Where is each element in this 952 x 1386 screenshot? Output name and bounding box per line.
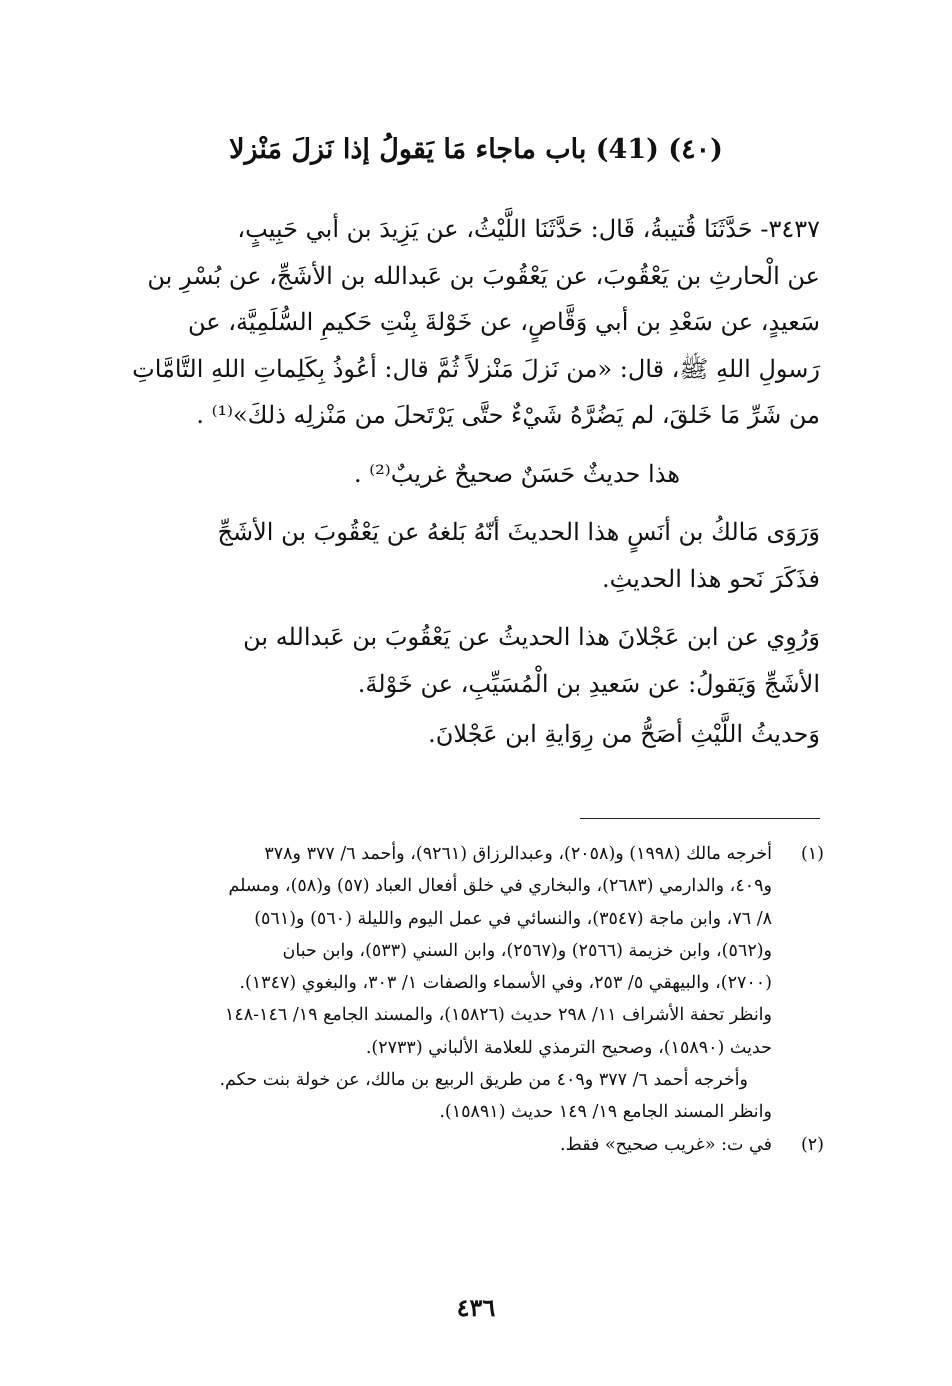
- footnote-line: و٤٠٩، والدارمي (٢٦٨٣)، والبخاري في خلق أفعال العباد (٥٧) و(٥٨)، ومسلم: [228, 876, 772, 897]
- footnotes: [104, 838, 824, 1161]
- footnote-2: [104, 1129, 824, 1161]
- footnote-line: (٢٧٠٠)، والبيهقي ٥/ ٢٥٣، وفي الأسماء والصفات ١/ ٣٠٣، والبغوي (١٣٤٧).: [239, 973, 772, 994]
- narration-line: الأشَجِّ وَيَقولُ: عن سَعيدِ بن الْمُسَيِّبِ، عن خَوْلةَ.: [357, 669, 820, 698]
- narration-line: وَحديثُ اللَّيْثِ أصَحُّ من رِوَايةِ ابن عَجْلانَ.: [428, 720, 820, 748]
- footnote-line: حديث (١٥٨٩٠)، وصحيح الترمذي للعلامة الألباني (٢٧٣٣).: [365, 1037, 772, 1058]
- footnote-line: و(٥٦٢)، وابن خزيمة (٢٥٦٦) و(٢٥٦٧)، وابن السني (٥٣٣)، وابن حبان: [282, 940, 772, 961]
- footnote-line: ٨/ ٧٦، وابن ماجة (٣٥٤٧)، والنسائي في عمل اليوم والليلة (٥٦٠) و(٥٦١): [254, 908, 772, 929]
- footnote-line: وانظر المسند الجامع ١٩/ ١٤٩ حديث (١٥٨٩١).: [439, 1102, 772, 1123]
- narration-line: وَرَوَى مَالكُ بن أنَسٍ هذا الحديثَ أنّهُ بَلغهُ عن يَعْقُوبَ بن الأشَجِّ: [217, 518, 820, 546]
- footnote-separator: [580, 818, 820, 819]
- footnote-line: أخرجه مالك (١٩٩٨) و(٢٠٥٨)، وعبدالرزاق (٩٢٦١)، وأحمد ٦/ ٣٧٧ و٣٧٨: [264, 844, 772, 864]
- narration-line: وَرُوِي عن ابن عَجْلانَ هذا الحديثُ عن يَعْقُوبَ بن عَبدالله بن: [243, 623, 820, 651]
- hadith-line: عن الْحارثِ بن يَعْقُوبَ، عن يَعْقُوبَ بن عَبدالله بن الأشَجِّ، عن بُسْرِ بن: [147, 261, 820, 290]
- page-number: ٤٣٦: [456, 1293, 496, 1322]
- hadith-line: ٣٤٣٧- حَدَّثَنَا قُتيبةُ، قَال: حَدَّثَنَا اللَّيْثُ، عن يَزِيدَ بن أبي حَبِيبٍ،: [237, 215, 820, 243]
- hadith-line: من شَرِّ مَا خَلقَ، لم يَضُرَّهُ شَيْءٌ حتَّى يَرْتَحلَ من مَنْزلِه ذلكَ»⁽¹⁾ .: [196, 401, 820, 429]
- hadith-line: رَسولِ اللهِ ﷺ، قال: «من نَزلَ مَنْزلاً ثُمَّ قال: أعُوذُ بِكَلِماتِ اللهِ التَّامَّاتِ: [132, 354, 820, 383]
- footnote-number: (١): [800, 844, 824, 864]
- hadith-grading: هذا حديثٌ حَسَنٌ صحيحٌ غريبٌ⁽²⁾ .: [354, 459, 680, 488]
- footnote-line: وانظر تحفة الأشراف ١١/ ٢٩٨ حديث (١٥٨٢٦)، والمسند الجامع ١٩/ ١٤٦-١٤٨: [224, 1005, 772, 1026]
- footnote-line: وأخرجه أحمد ٦/ ٣٧٧ و٤٠٩ من طريق الربيع بن مالك، عن خولة بنت حكم.: [219, 1070, 748, 1091]
- footnote-line: في ت: «غريب صحيح» فقط.: [560, 1134, 772, 1155]
- footnote-1: [104, 838, 824, 1129]
- footnote-number: (٢): [800, 1134, 824, 1155]
- chapter-title: (٤٠) (41) باب ماجاء مَا يَقولُ إذا نَزلَ مَنْزلا: [229, 134, 723, 165]
- hadith-body: [104, 206, 820, 758]
- narration-line: فذَكَرَ نَحو هذا الحديثِ.: [601, 564, 820, 593]
- hadith-line: سَعيدٍ، عن سَعْدِ بن أبي وَقَّاصٍ، عن خَوْلةَ بِنْتِ حَكيمِ السُّلَمِيَّة، عن: [188, 308, 820, 336]
